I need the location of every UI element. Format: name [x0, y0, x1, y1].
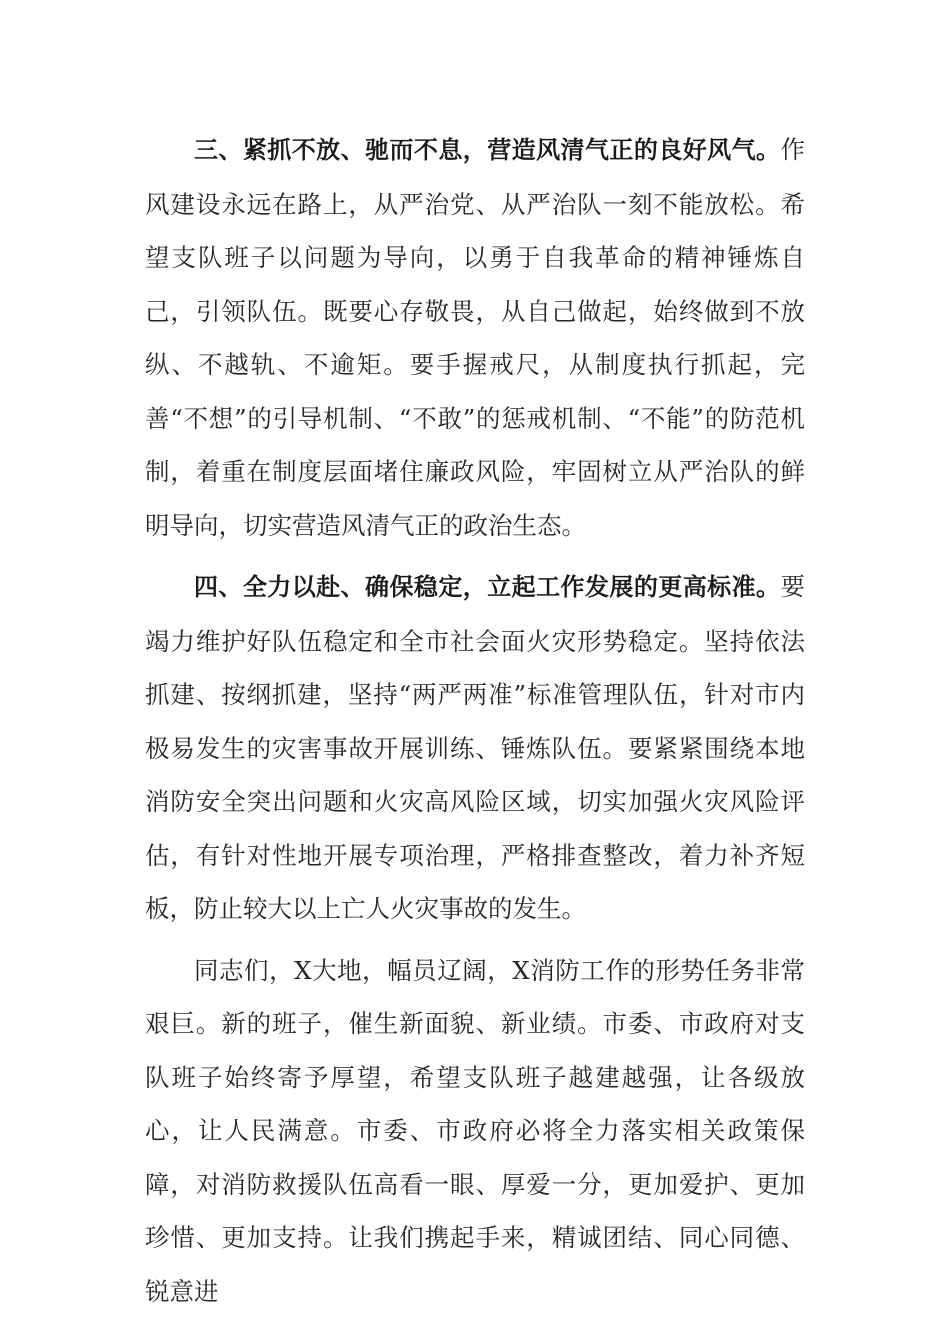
section-three-heading: 三、紧抓不放、驰而不息，营造风清气正的良好风气。 [194, 136, 781, 164]
section-four-text: 要竭力维护好队伍稳定和全市社会面火灾形势稳定。坚持依法抓建、按纲抓建，坚持“两严两准”标准管理队伍，针对市内极易发生的灾害事故开展训练、锤炼队伍。要紧紧围绕本地消防安全突出问题和火灾高风险区域，切实加强火灾风险评估，有针对性地开展专项治理，严格排查整改，着力补齐短板，防止较大以上亡人火灾事故的发生。 [145, 572, 805, 923]
paragraph-section-three [145, 123, 805, 552]
paragraph-section-four [145, 560, 805, 936]
document-body [145, 123, 805, 1318]
paragraph-closing [145, 944, 805, 1319]
section-three-text: 作风建设永远在路上，从严治党、从严治队一刻不能放松。希望支队班子以问题为导向，以勇于自我革命的精神锤炼自己，引领队伍。既要心存敬畏，从自己做起，始终做到不放纵、不越轨、不逾矩。要手握戒尺，从制度执行抓起，完善“不想”的引导机制、“不敢”的惩戒机制、“不能”的防范机制，着重在制度层面堵住廉政风险，牢固树立从严治队的鲜明导向，切实营造风清气正的政治生态。 [145, 135, 805, 540]
section-four-heading: 四、全力以赴、确保稳定，立起工作发展的更高标准。 [194, 573, 781, 601]
closing-text: 同志们，X大地，幅员辽阔，X消防工作的形势任务非常艰巨。新的班子，催生新面貌、新业绩。市委、市政府对支队班子始终寄予厚望，希望支队班子越建越强，让各级放心，让人民满意。市委、市政府必将全力落实相关政策保障，对消防救援队伍高看一眼、厚爱一分，更加爱护、更加珍惜、更加支持。让我们携起手来，精诚团结、同心同德、锐意进 [145, 955, 805, 1306]
